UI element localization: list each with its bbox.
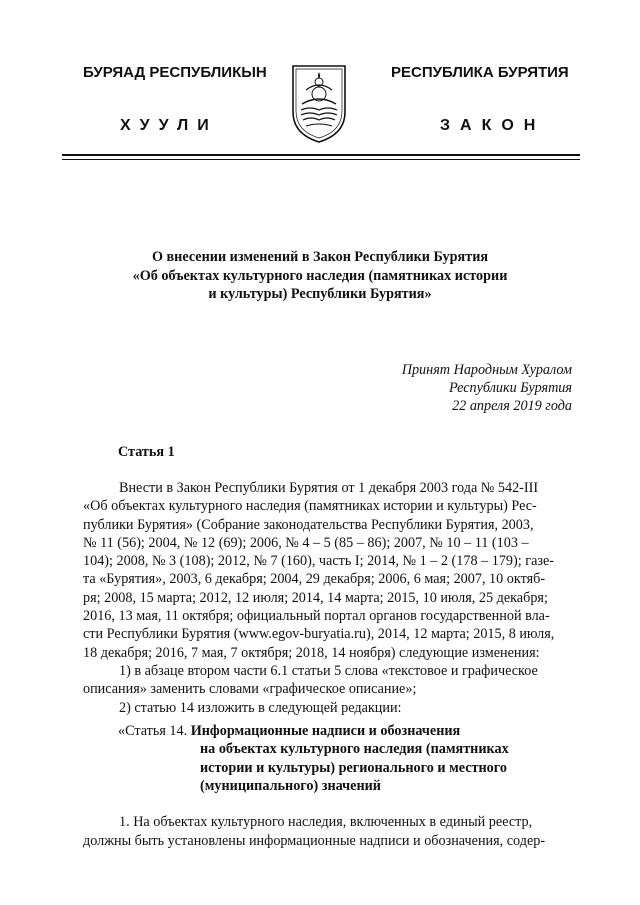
adoption-line: Республики Бурятия xyxy=(448,380,572,396)
header-right-top: РЕСПУБЛИКА БУРЯТИЯ xyxy=(391,64,569,81)
article-14-title-line: (муниципального) значений xyxy=(200,777,381,794)
header-divider-thick xyxy=(62,154,580,156)
adoption-note xyxy=(402,361,572,415)
body-line: 104); 2008, № 3 (108); 2012, № 7 (160), часть I; 2014, № 1 – 2 (178 – 179); газе- xyxy=(83,553,554,570)
article-14-heading xyxy=(118,722,509,795)
article-body xyxy=(83,479,577,717)
body-line: та «Бурятия», 2003, 6 декабря; 2004, 29 декабря; 2006, 6 мая; 2007, 10 октяб- xyxy=(83,571,546,588)
body-line: 2) статью 14 изложить в следующей редакции: xyxy=(119,699,402,716)
adoption-date: 22 апреля 2019 года xyxy=(452,398,572,414)
body-line: публики Бурятия» (Собрание законодательства Республики Бурятия, 2003, xyxy=(83,516,534,533)
header-left-top: БУРЯАД РЕСПУБЛИКЫН xyxy=(83,64,267,81)
law-title xyxy=(90,248,550,304)
article-14-paragraph-1 xyxy=(83,813,577,850)
article-14-prefix: «Статья 14. xyxy=(118,723,188,739)
body-line: 18 декабря; 2016, 7 мая, 7 октября; 2018, 14 ноября) следующие изменения: xyxy=(83,644,540,661)
body-line: 1) в абзаце втором части 6.1 статьи 5 слова «текстовое и графическое xyxy=(119,662,538,679)
header-left-bottom: ХУУЛИ xyxy=(120,117,218,134)
article-14-title-line: на объектах культурного наследия (памятниках xyxy=(200,741,509,758)
body-line: 2016, 13 мая, 11 октября; официальный портал органов государственной вла- xyxy=(83,608,550,625)
paragraph-line: должны быть установлены информационные надписи и обозначения, содер- xyxy=(83,832,546,849)
law-title-line: и культуры) Республики Бурятия» xyxy=(208,286,432,302)
header-right-bottom: ЗАКОН xyxy=(440,117,546,134)
adoption-line: Принят Народным Хуралом xyxy=(401,362,572,378)
paragraph-line: 1. На объектах культурного наследия, включенных в единый реестр, xyxy=(119,814,533,830)
article-14-title-line: Информационные надписи и обозначения xyxy=(190,723,461,739)
article-heading: Статья 1 xyxy=(118,444,175,460)
body-line: «Об объектах культурного наследия (памятниках истории и культуры) Рес- xyxy=(83,498,537,515)
body-line: описания» заменить словами «графическое описание»; xyxy=(83,681,417,698)
body-line: сти Республики Бурятия (www.egov-buryatia.ru), 2014, 12 марта; 2015, 8 июля, xyxy=(83,626,555,643)
law-title-line: «Об объектах культурного наследия (памятниках истории xyxy=(132,267,508,284)
body-line: № 11 (56); 2004, № 12 (69); 2006, № 4 – 5 (85 – 86); 2007, № 10 – 11 (103 – xyxy=(83,534,529,551)
body-line: Внести в Закон Республики Бурятия от 1 декабря 2003 года № 542-III xyxy=(119,480,539,496)
body-line: ря; 2008, 15 марта; 2012, 12 июля; 2014, 14 марта; 2015, 10 июля, 25 декабря; xyxy=(83,589,548,606)
coat-of-arms-emblem xyxy=(290,60,348,144)
article-14-title-line: истории и культуры) регионального и местного xyxy=(200,759,507,776)
law-title-line: О внесении изменений в Закон Республики Бурятия xyxy=(151,249,489,265)
header-divider-thin xyxy=(62,159,580,160)
